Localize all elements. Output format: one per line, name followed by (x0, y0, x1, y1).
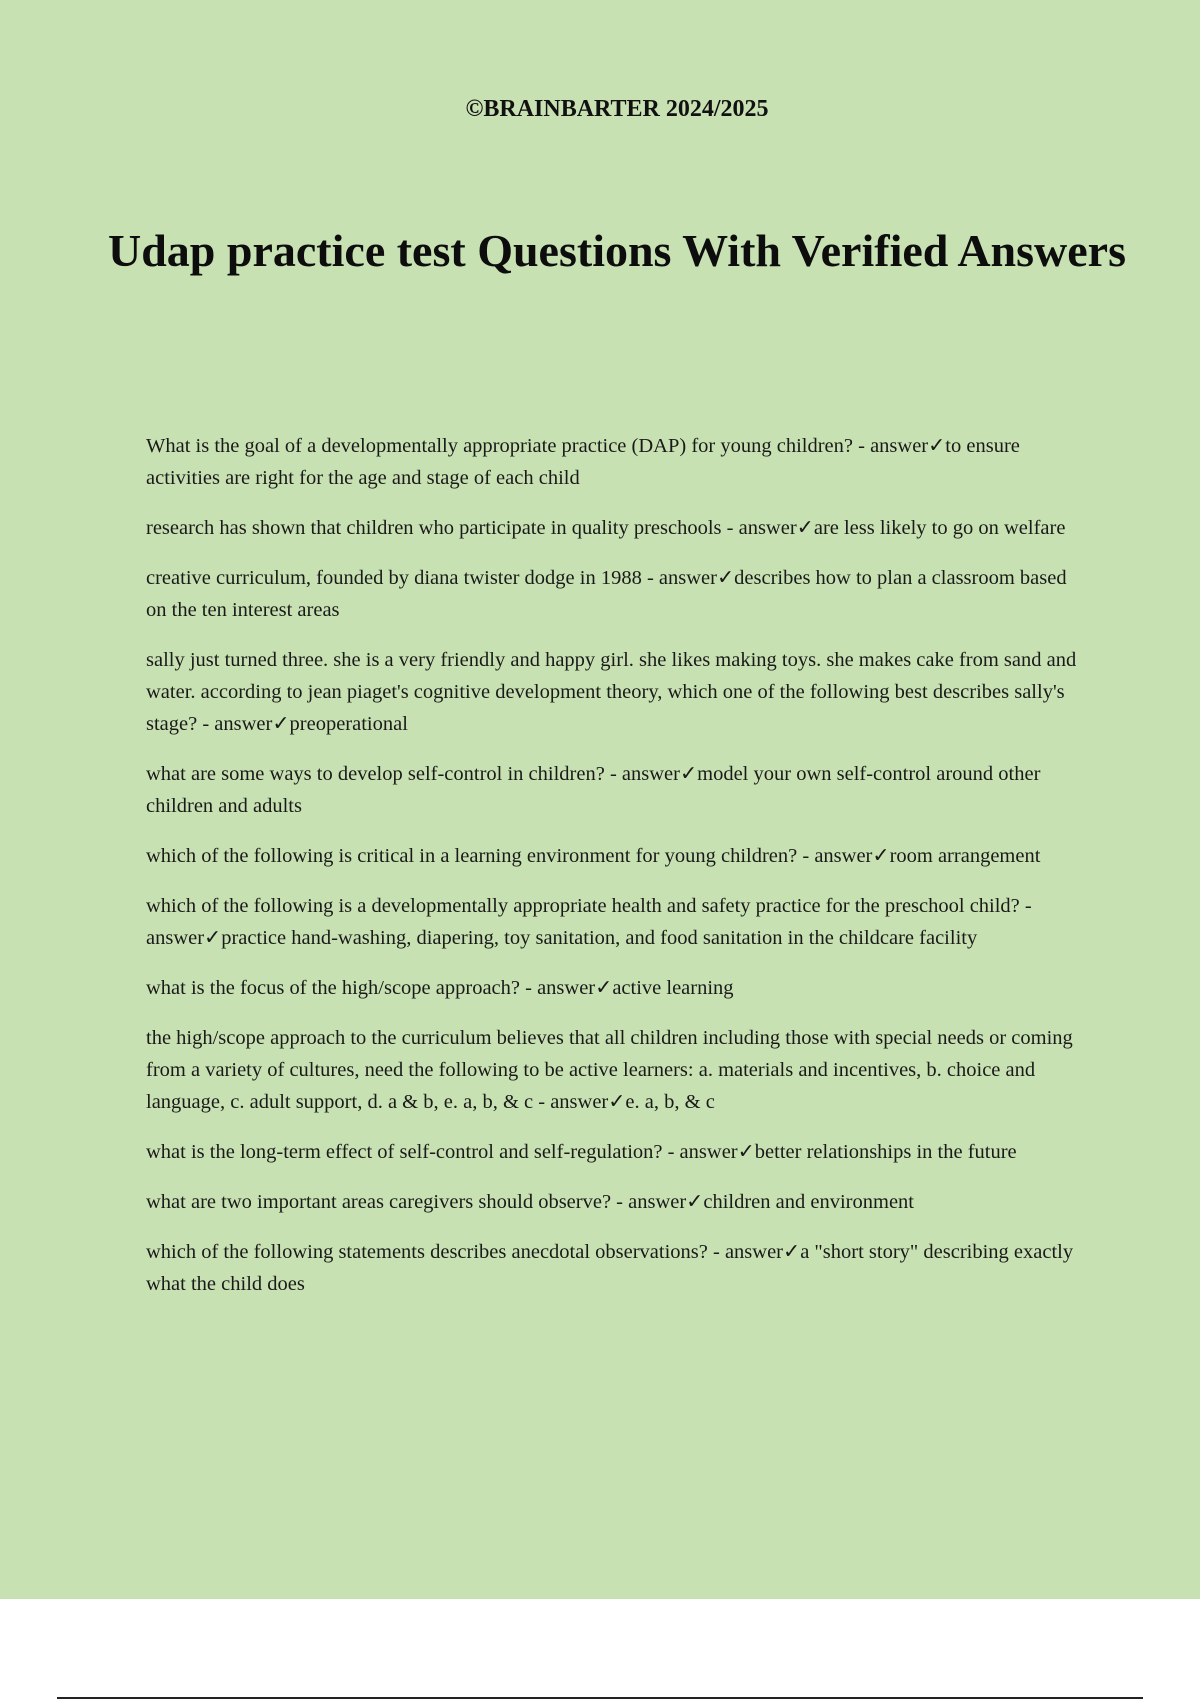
qa-item: creative curriculum, founded by diana twister dodge in 1988 - answer✓describes how to plan a classroom based on the ten interest areas (146, 567, 1067, 621)
qa-item: which of the following is critical in a learning environment for young children? - answer✓room arrangement (146, 845, 1041, 867)
qa-item: which of the following is a developmentally appropriate health and safety practice for the preschool child? - answer✓practice hand-washing, diapering, toy sanitation, and food sanitation in the childcare facility (146, 895, 1032, 949)
qa-item: research has shown that children who participate in quality preschools - answer✓are less likely to go on welfare (146, 517, 1066, 539)
qa-item: What is the goal of a developmentally appropriate practice (DAP) for young children? - answer✓to ensure activities are right for the age and stage of each child (146, 435, 1020, 489)
document-title: Udap practice test Questions With Verified Answers (108, 225, 1126, 276)
copyright-header: ©BRAINBARTER 2024/2025 (465, 96, 769, 122)
qa-item: what is the long-term effect of self-control and self-regulation? - answer✓better relationships in the future (146, 1141, 1017, 1163)
footer-divider (57, 1697, 1143, 1699)
qa-item: what are two important areas caregivers should observe? - answer✓children and environment (146, 1191, 914, 1213)
qa-item: what are some ways to develop self-control in children? - answer✓model your own self-control around other children and adults (146, 763, 1041, 817)
qa-item: the high/scope approach to the curriculum believes that all children including those with special needs or coming from a variety of cultures, need the following to be active learners: a. materials and incentives, b. choice and language, c. adult support, d. a & b, e. a, b, & c - answer✓e. a, b, & c (146, 1027, 1073, 1113)
qa-list (146, 430, 1090, 1318)
qa-item: what is the focus of the high/scope approach? - answer✓active learning (146, 977, 734, 999)
qa-item: which of the following statements describes anecdotal observations? - answer✓a "short story" describing exactly what the child does (146, 1241, 1074, 1295)
qa-item: sally just turned three. she is a very friendly and happy girl. she likes making toys. she makes cake from sand and water. according to jean piaget's cognitive development theory, which one of the following best describes sally's stage? - answer✓preoperational (146, 649, 1077, 735)
